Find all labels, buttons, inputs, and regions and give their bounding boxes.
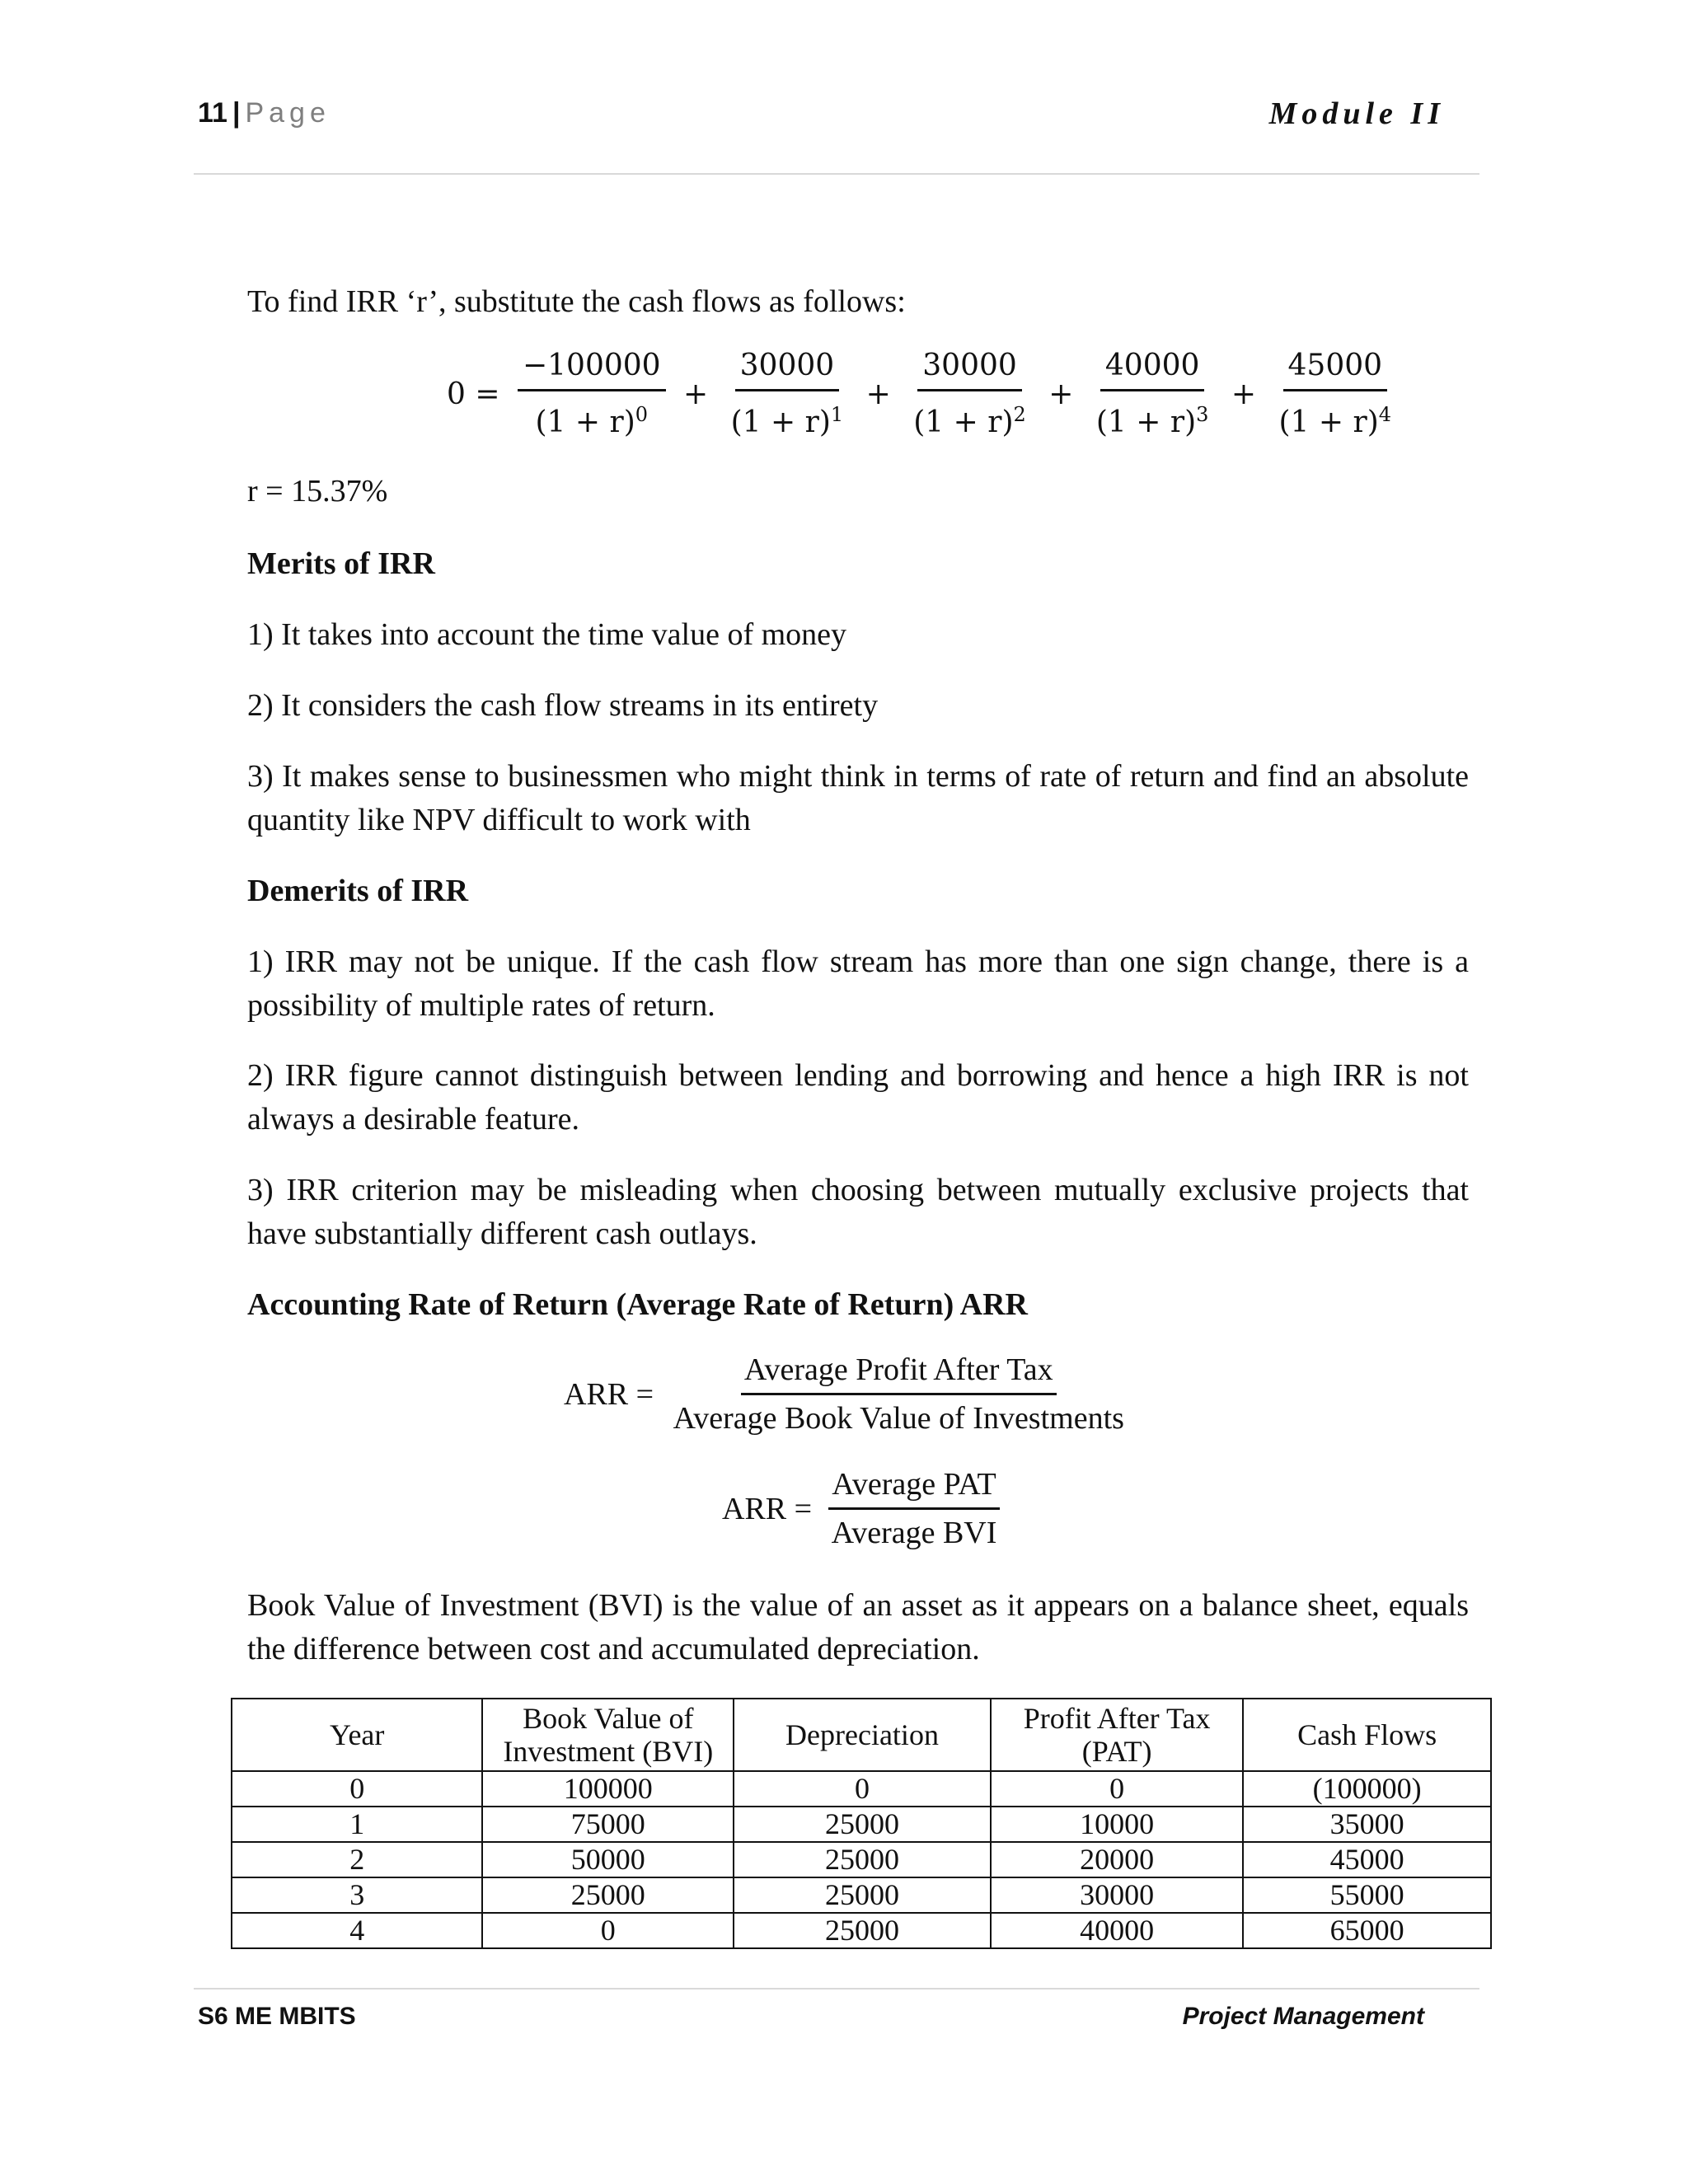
arr-heading: Accounting Rate of Return (Average Rate of Return) ARR bbox=[247, 1287, 1028, 1322]
merits-heading: Merits of IRR bbox=[247, 546, 435, 581]
arr-numerator: Average Profit After Tax bbox=[741, 1350, 1057, 1395]
denominator-exponent: 0 bbox=[635, 403, 649, 426]
table-cell: (100000) bbox=[1243, 1771, 1491, 1807]
irr-term bbox=[908, 346, 1031, 443]
table-cell: 2 bbox=[232, 1842, 482, 1877]
table-cell: 40000 bbox=[991, 1913, 1244, 1948]
arr-fraction bbox=[670, 1350, 1128, 1438]
header-separator: | bbox=[232, 97, 241, 129]
plus-operator: + bbox=[683, 377, 709, 411]
footer-right: Project Management bbox=[1182, 2003, 1424, 2030]
page-word: Page bbox=[245, 97, 331, 129]
term-numerator: −100000 bbox=[518, 346, 666, 391]
denominator-exponent: 3 bbox=[1196, 403, 1209, 426]
term-numerator: 45000 bbox=[1283, 346, 1388, 391]
denominator-base: (1 + r) bbox=[1095, 405, 1197, 439]
table-header-row bbox=[232, 1699, 1491, 1771]
term-numerator: 30000 bbox=[735, 346, 840, 391]
term-denominator bbox=[1091, 391, 1214, 443]
irr-term bbox=[1274, 346, 1397, 443]
table-cell: 10000 bbox=[991, 1807, 1244, 1842]
denominator-base: (1 + r) bbox=[1278, 405, 1379, 439]
table-cell: 55000 bbox=[1243, 1877, 1491, 1913]
demerits-heading: Demerits of IRR bbox=[247, 874, 469, 908]
column-header: Profit After Tax (PAT) bbox=[991, 1699, 1244, 1771]
denominator-exponent: 2 bbox=[1013, 403, 1026, 426]
table-row bbox=[232, 1771, 1491, 1807]
irr-term bbox=[726, 346, 849, 443]
table-cell: 4 bbox=[232, 1913, 482, 1948]
table-row bbox=[232, 1807, 1491, 1842]
demerit-item: 1) IRR may not be unique. If the cash flow stream has more than one sign change, there is a possibility of multiple rates of return. bbox=[247, 944, 1469, 1023]
arr-denominator: Average BVI bbox=[831, 1516, 997, 1550]
arr-formula-lhs: ARR = bbox=[564, 1376, 654, 1412]
table-row bbox=[232, 1877, 1491, 1913]
table-cell: 100000 bbox=[482, 1771, 734, 1807]
irr-term bbox=[1091, 346, 1214, 443]
table-cell: 0 bbox=[991, 1771, 1244, 1807]
arr-formula-short bbox=[719, 1465, 1005, 1553]
arr-fraction bbox=[828, 1465, 1001, 1553]
table-cell: 75000 bbox=[482, 1807, 734, 1842]
arr-numerator: Average PAT bbox=[828, 1465, 999, 1510]
denominator-base: (1 + r) bbox=[730, 405, 831, 439]
equation-lhs: 0 = bbox=[447, 377, 500, 411]
demerit-item: 3) IRR criterion may be misleading when choosing between mutually exclusive projects that have substantially different cash outlays. bbox=[247, 1173, 1469, 1251]
table-cell: 35000 bbox=[1243, 1807, 1491, 1842]
term-numerator: 40000 bbox=[1100, 346, 1205, 391]
table-cell: 25000 bbox=[482, 1877, 734, 1913]
term-denominator bbox=[908, 391, 1031, 443]
irr-equation bbox=[443, 346, 1401, 443]
denominator-exponent: 1 bbox=[830, 403, 844, 426]
table-cell: 20000 bbox=[991, 1842, 1244, 1877]
term-denominator bbox=[1274, 391, 1397, 443]
term-numerator: 30000 bbox=[917, 346, 1022, 391]
table-cell: 1 bbox=[232, 1807, 482, 1842]
page-number-header bbox=[198, 97, 331, 129]
plus-operator: + bbox=[865, 377, 891, 411]
table-row bbox=[232, 1842, 1491, 1877]
table-cell: 45000 bbox=[1243, 1842, 1491, 1877]
merit-item: 3) It makes sense to businessmen who might think in terms of rate of return and find an absolute quantity like NPV difficult to work with bbox=[247, 759, 1469, 837]
arr-denominator: Average Book Value of Investments bbox=[673, 1401, 1124, 1436]
arr-table bbox=[231, 1698, 1492, 1949]
table-cell: 25000 bbox=[734, 1842, 991, 1877]
irr-term bbox=[518, 346, 666, 443]
module-title: Module II bbox=[1268, 96, 1445, 131]
merit-item: 2) It considers the cash flow streams in its entirety bbox=[247, 688, 879, 723]
table-cell: 65000 bbox=[1243, 1913, 1491, 1948]
plus-operator: + bbox=[1231, 377, 1257, 411]
table-cell: 50000 bbox=[482, 1842, 734, 1877]
term-denominator bbox=[726, 391, 849, 443]
denominator-base: (1 + r) bbox=[913, 405, 1014, 439]
term-denominator bbox=[530, 391, 653, 443]
header-rule bbox=[194, 173, 1479, 175]
table-cell: 0 bbox=[734, 1771, 991, 1807]
column-header: Book Value of Investment (BVI) bbox=[482, 1699, 734, 1771]
table-cell: 3 bbox=[232, 1877, 482, 1913]
denominator-base: (1 + r) bbox=[535, 405, 635, 439]
table-cell: 25000 bbox=[734, 1807, 991, 1842]
denominator-exponent: 4 bbox=[1378, 403, 1392, 426]
table-cell: 25000 bbox=[734, 1913, 991, 1948]
table-cell: 0 bbox=[482, 1913, 734, 1948]
intro-text: To find IRR ‘r’, substitute the cash flows as follows: bbox=[247, 284, 906, 319]
page-number: 11 bbox=[198, 97, 227, 129]
column-header: Cash Flows bbox=[1243, 1699, 1491, 1771]
table-cell: 25000 bbox=[734, 1877, 991, 1913]
merit-item: 1) It takes into account the time value of money bbox=[247, 617, 847, 652]
table-row bbox=[232, 1913, 1491, 1948]
footer-left: S6 ME MBITS bbox=[198, 2003, 356, 2030]
bvi-definition: Book Value of Investment (BVI) is the value of an asset as it appears on a balance sheet, equals the difference between cost and accumulated depreciation. bbox=[247, 1588, 1469, 1666]
irr-result: r = 15.37% bbox=[247, 474, 388, 509]
table-cell: 30000 bbox=[991, 1877, 1244, 1913]
arr-formula-lhs: ARR = bbox=[722, 1491, 813, 1526]
column-header: Depreciation bbox=[734, 1699, 991, 1771]
table-cell: 0 bbox=[232, 1771, 482, 1807]
arr-formula-full bbox=[560, 1350, 1132, 1438]
footer-rule bbox=[194, 1988, 1479, 1990]
column-header: Year bbox=[232, 1699, 482, 1771]
demerit-item: 2) IRR figure cannot distinguish between lending and borrowing and hence a high IRR is not always a desirable feature. bbox=[247, 1058, 1469, 1137]
plus-operator: + bbox=[1048, 377, 1074, 411]
